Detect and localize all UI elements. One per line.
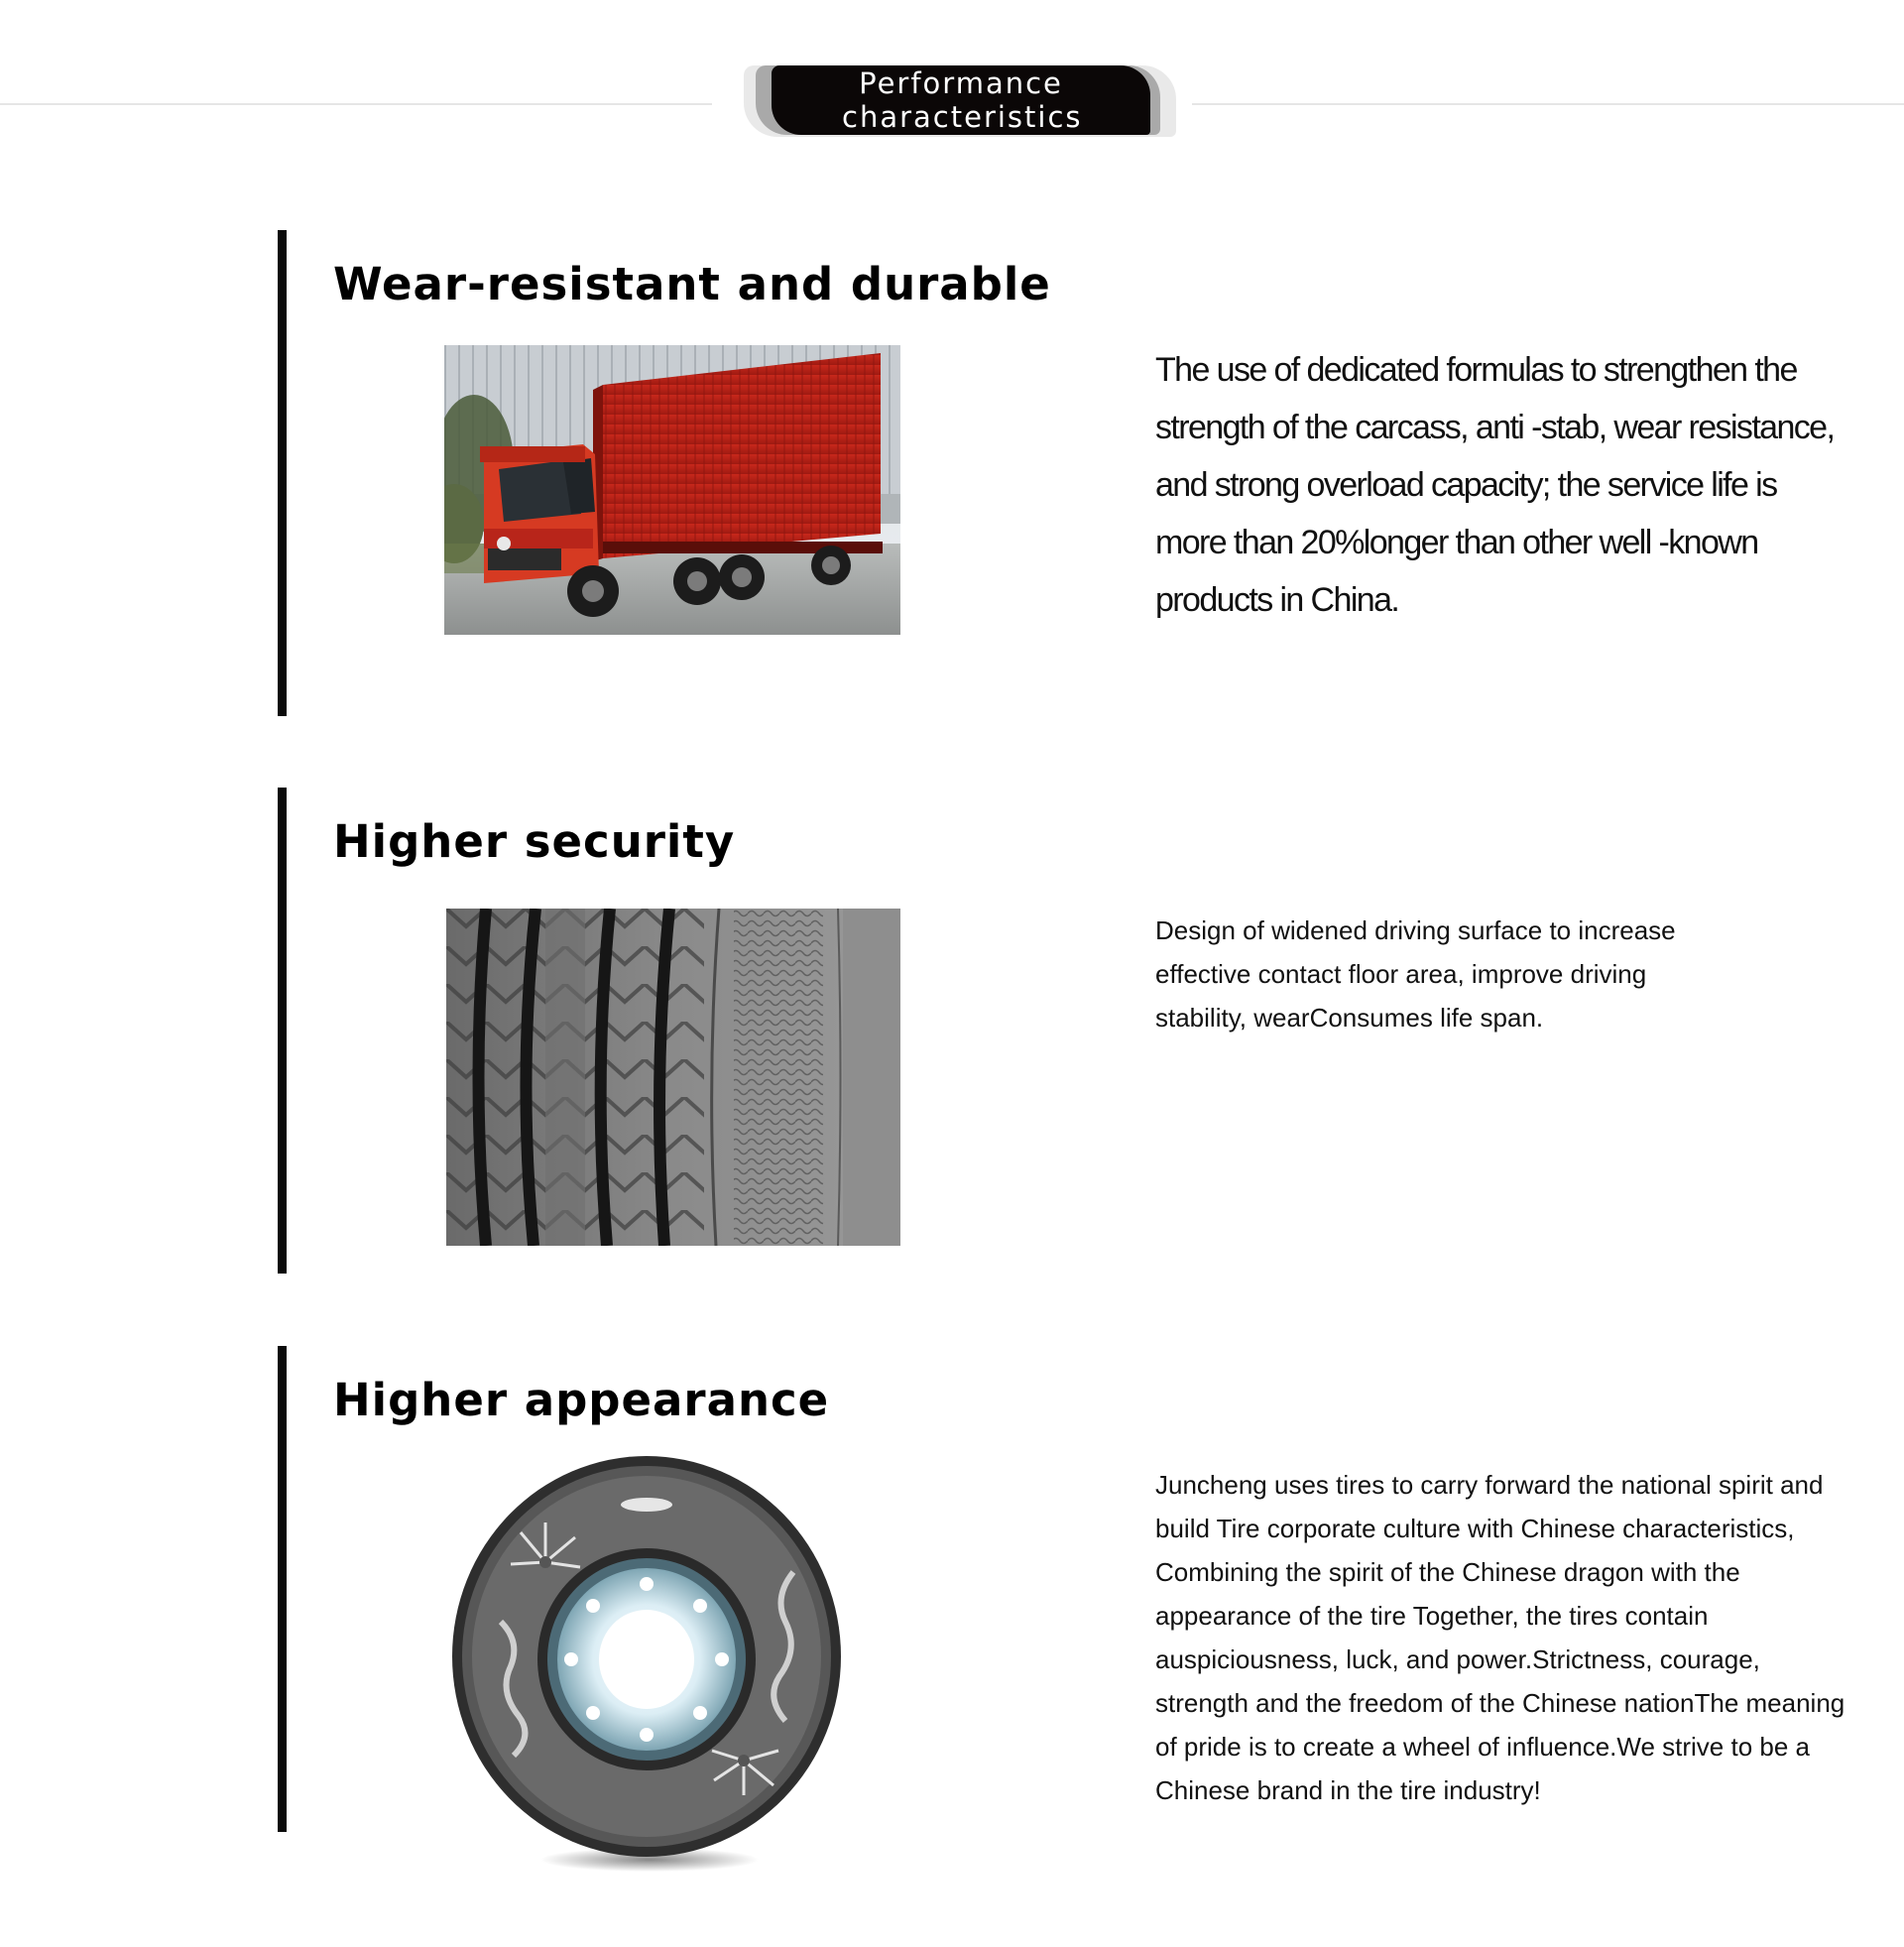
section-higher-security (278, 788, 1844, 1274)
red-truck-illustration (444, 345, 900, 635)
banner-title: Performance characteristics (842, 66, 1083, 134)
section-title: Higher appearance (333, 1374, 830, 1426)
tire-photo (446, 1453, 853, 1880)
section-wear-resistant (278, 230, 1844, 716)
section-higher-appearance (278, 1346, 1844, 1832)
section-description: Juncheng uses tires to carry forward the national spirit and build Tire corporate culture with Chinese characteristics, Combining the spirit of the Chinese dragon with the appearance of the tire Together, the tires contain auspiciousness, luck, and power.Strictness, courage, strength and the freedom of the Chinese nationThe meaning of pride is to create a wheel of influence.We strive to be a Chinese brand in the tire industry! (1155, 1470, 1845, 1805)
dragon-tire-illustration (446, 1453, 853, 1880)
header-divider-right (1192, 103, 1904, 105)
section-description: Design of widened driving surface to increase effective contact floor area, improve driving stability, wearConsumes life span. (1155, 915, 1676, 1033)
tread-photo (446, 909, 900, 1246)
section-title: Higher security (333, 815, 736, 868)
section-accent-bar (278, 788, 287, 1274)
header-divider-left (0, 103, 712, 105)
tire-tread-illustration (446, 909, 900, 1246)
truck-photo (444, 345, 900, 635)
section-accent-bar (278, 1346, 287, 1832)
section-description: The use of dedicated formulas to strengthen the strength of the carcass, anti -stab, wear resistance, and strong overload capacity; the service life is more than 20%longer than other well -known products in China. (1155, 351, 1835, 619)
section-title: Wear-resistant and durable (333, 258, 1051, 310)
section-accent-bar (278, 230, 287, 716)
section-banner (744, 65, 1176, 137)
banner-plate (772, 65, 1150, 135)
